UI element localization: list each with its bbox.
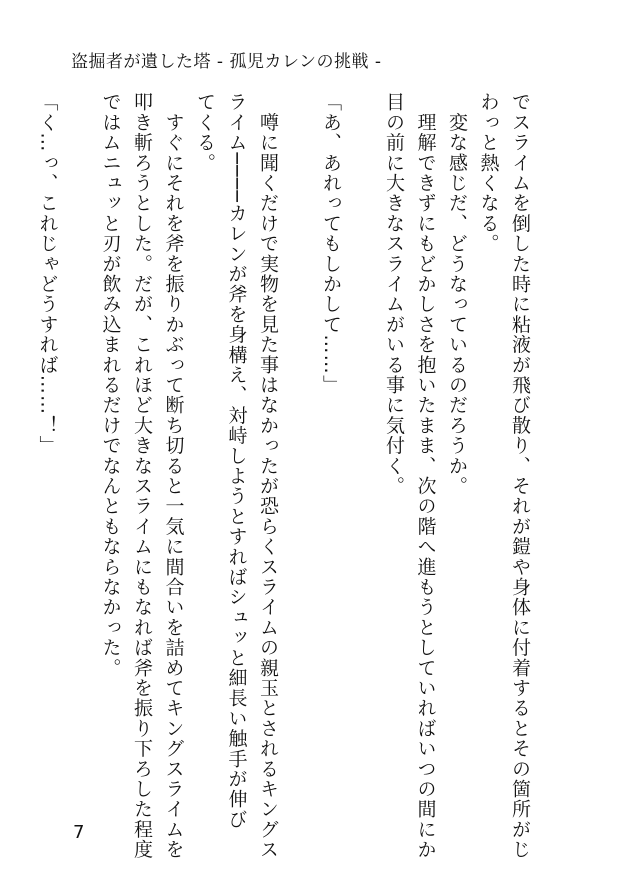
dialogue-line: 「あ、あれってもしかして……」: [320, 92, 342, 395]
text-line: 変な感じだ、どうなっているのだろうか。: [446, 92, 468, 496]
text-line: すぐにそれを斧を振りかぶって断ち切ると一気に間合いを詰めてキングスライムを: [162, 92, 185, 860]
vertical-body-text: [31, 92, 535, 860]
text-line: 噂に聞くだけで実物を見た事はなかったが恐らくスライムの親玉とされるキングス: [257, 92, 279, 860]
text-line: 叩き斬ろうとした。だが、これほど大きなスライムにもなれば斧を振り下ろした程度: [131, 92, 153, 860]
dialogue-line: 「く…っ、これじゃどうすれば……！」: [36, 92, 59, 456]
text-line: 目の前に大きなスライムがいる事に気付く。: [383, 92, 405, 496]
blank-line: [283, 92, 315, 837]
text-line: でスライムを倒した時に粘液が飛び散り、それが鎧や身体に付着するとその箇所がじ: [509, 92, 531, 860]
blank-line: [63, 92, 95, 837]
text-line: ではムニュッと刃が飲み込まれるだけでなんともならなかった。: [99, 92, 122, 678]
blank-line: [346, 92, 378, 837]
text-line: ライム────カレンが斧を身構え、対峙しようとすればシュッと細長い触手が伸び: [225, 92, 248, 830]
running-header-title: 盗掘者が遺した塔 - 孤児カレンの挑戦 -: [71, 52, 382, 72]
page-number: 7: [73, 822, 85, 843]
text-line: てくる。: [194, 92, 216, 173]
text-line: わっと熱くなる。: [477, 92, 500, 254]
text-line: 理解できずにもどかしさを抱いたまま、次の階へ進もうとしていればいつの間にか: [414, 92, 437, 860]
